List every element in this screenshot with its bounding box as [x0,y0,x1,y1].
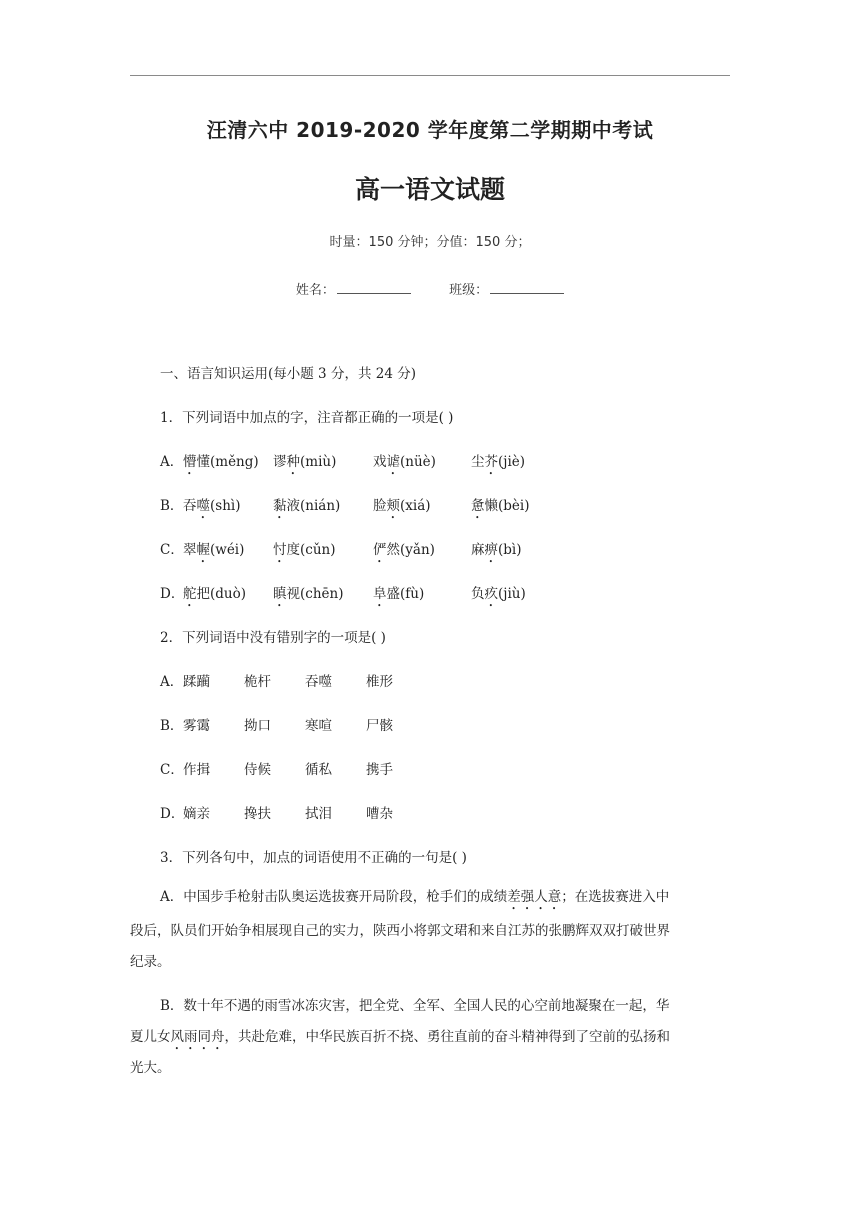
option-label: D． [160,586,185,602]
term-part: 翠 [183,542,197,558]
term-part: 然(yǎn) [386,542,435,558]
dotted-char: 种 [286,454,300,470]
term [273,538,335,566]
word: 椎形 [366,674,393,690]
dotted-char: 阜 [373,586,387,602]
term-part: (nüè) [400,454,436,470]
q3-option-a: A．中国步手枪射击队奥运选拔赛开局阶段，枪手们的成绩差强人意；在选拔赛进入中 [160,889,670,905]
term-part: 懒(bèi) [484,498,530,514]
dotted-char: 惫 [471,498,485,514]
name-class-line [0,279,860,298]
term-part: 把(duò) [196,586,246,602]
term [373,538,435,566]
dotted-phrase: 差强人意 [507,889,562,905]
word: 寒喧 [305,718,332,734]
term-part: (bì) [498,542,522,558]
q3-option-b-line2: 夏儿女风雨同舟，共赴危难，中华民族百折不挠、勇往直前的奋斗精神得到了空前的弘扬和 [130,1029,670,1045]
q3-option-a-line2: 段后，队员们开始争相展现自己的实力，陕西小将郭文珺和来自江苏的张鹏辉双双打破世界 [130,923,670,939]
q3-option-a-line3: 纪录。 [130,954,171,970]
option-label: A． [160,454,184,470]
word: 拗口 [244,718,271,734]
term-part: (xiá) [400,498,431,514]
term [273,494,340,522]
term-part: 戏 [373,454,387,470]
word: 桅杆 [244,674,271,690]
word: 雾霭 [183,718,210,734]
dotted-char: 谑 [386,454,400,470]
term-part: 麻 [471,542,485,558]
option-label: D． [160,806,185,822]
term [471,582,526,610]
word: 蹂躏 [183,674,210,690]
word: 作揖 [183,762,210,778]
dotted-char: 瞋 [273,586,287,602]
word: 携手 [366,762,393,778]
term-part: 脸 [373,498,387,514]
q3-option-b-line3: 光大。 [130,1060,171,1076]
term [183,494,240,522]
term-part: (wéi) [210,542,245,558]
term-part: 谬 [273,454,287,470]
option-label: A． [160,674,184,690]
word: 循私 [305,762,332,778]
term [471,450,525,478]
term-part: 度(cǔn) [286,542,336,558]
header-rule [130,75,730,76]
dotted-char: 芥 [484,454,498,470]
term-part: (jiè) [498,454,526,470]
dotted-char: 忖 [273,542,287,558]
term-part: 吞 [183,498,197,514]
q1-stem: 1．下列词语中加点的字，注音都正确的一项是( ) [160,410,454,426]
term [471,538,522,566]
section-heading: 一、语言知识运用(每小题 3 分，共 24 分) [160,366,416,382]
term [373,450,436,478]
dotted-char: 俨 [373,542,387,558]
dotted-phrase: 风雨同舟 [170,1029,225,1045]
term [273,582,343,610]
dotted-char: 舵 [183,586,197,602]
word: 嫡亲 [183,806,210,822]
dotted-char: 噬 [196,498,210,514]
dotted-char: 懵 [183,454,197,470]
term-part: 液(nián) [286,498,341,514]
term [183,450,259,478]
dotted-char: 颊 [386,498,400,514]
dotted-char: 痹 [484,542,498,558]
option-label: C． [160,762,184,778]
term [373,582,424,610]
word: 侍候 [244,762,271,778]
dotted-char: 幄 [196,542,210,558]
term [273,450,336,478]
q3-option-b: B．数十年不遇的雨雪冰冻灾害，把全党、全军、全国人民的心空前地凝聚在一起，华 [160,998,670,1014]
term-part: 盛(fù) [386,586,425,602]
time-score-line: 时量：150 分钟；分值：150 分； [329,235,531,250]
class-blank[interactable] [490,281,564,294]
term-part: 视(chēn) [286,586,344,602]
dotted-char: 疚 [484,586,498,602]
term-part: 负 [471,586,485,602]
class-label: 班级： [449,283,489,298]
term-part: (jiù) [498,586,526,602]
option-label: C． [160,542,184,558]
dotted-char: 黏 [273,498,287,514]
name-label: 姓名： [295,283,335,298]
term [183,582,246,610]
subject-title: 高一语文试题 [354,175,505,204]
option-label: B． [160,718,184,734]
q3-stem: 3．下列各句中，加点的词语使用不正确的一句是( ) [160,850,467,866]
term-part: 尘 [471,454,485,470]
word: 嘈杂 [366,806,393,822]
term-part: 懂(měng) [196,454,259,470]
option-label: B． [160,498,184,514]
exam-title: 汪清六中 2019-2020 学年度第二学期期中考试 [206,118,654,142]
term [471,494,529,522]
word: 搀扶 [244,806,271,822]
word: 拭泪 [305,806,332,822]
name-blank[interactable] [337,281,411,294]
term-part: (shì) [210,498,241,514]
word: 尸骸 [366,718,393,734]
term [183,538,244,566]
term [373,494,431,522]
word: 吞噬 [305,674,332,690]
term-part: (miù) [300,454,337,470]
q2-stem: 2．下列词语中没有错别字的一项是( ) [160,630,386,646]
